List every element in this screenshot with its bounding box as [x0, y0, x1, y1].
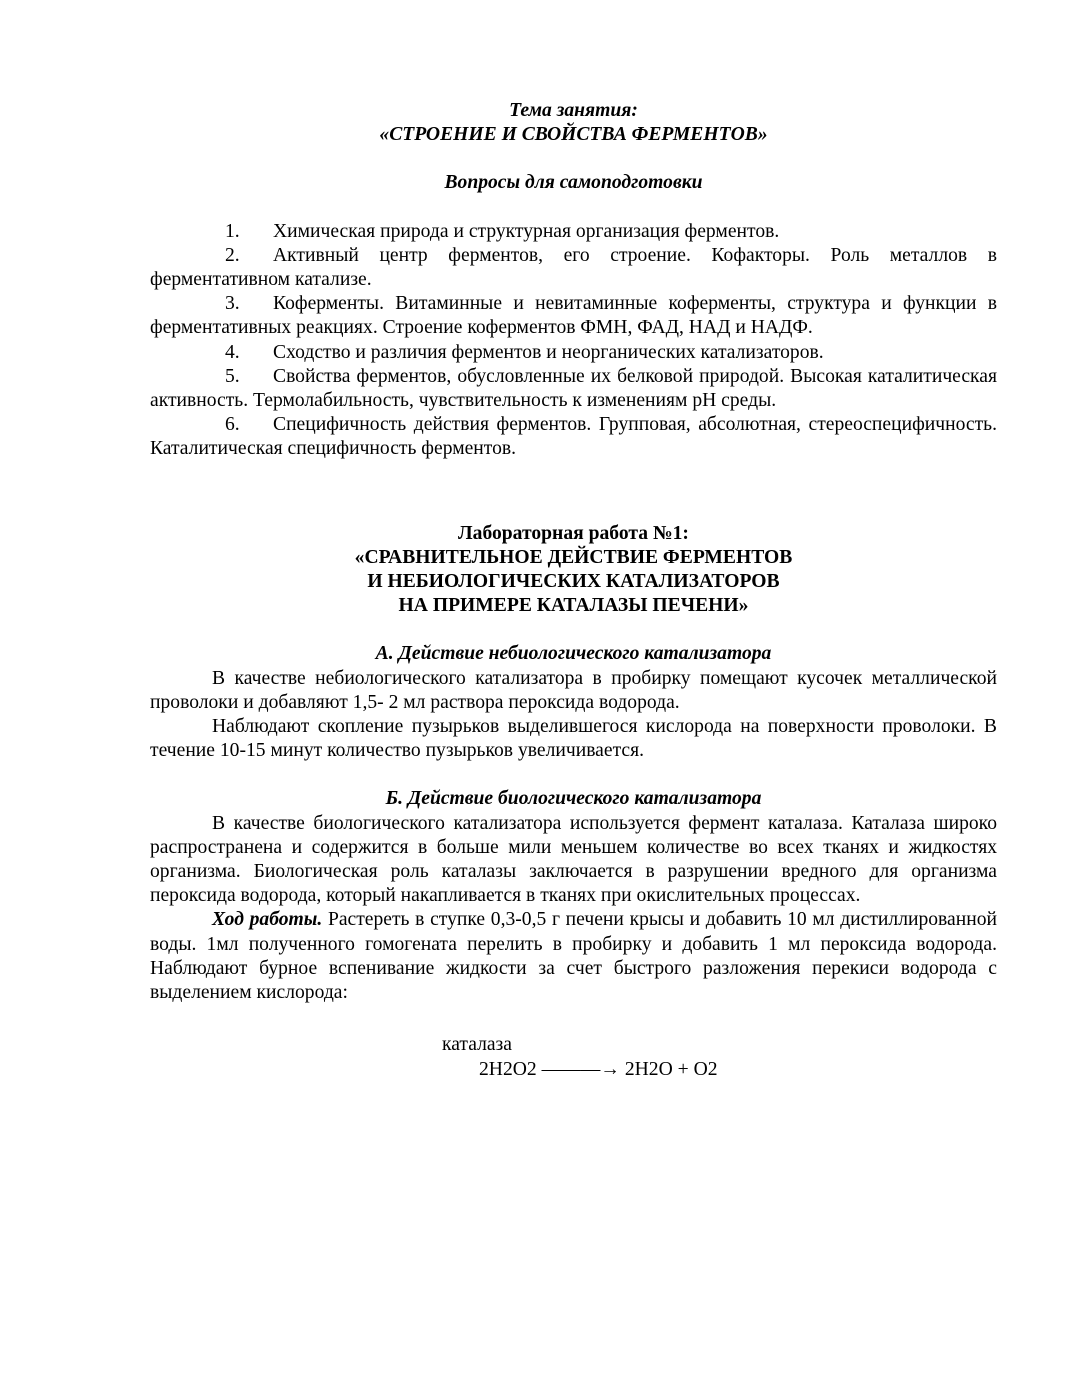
question-text: Специфичность действия ферментов. Групповая, абсолютная, стереоспецифичность. Каталитическая специфичность ферментов.	[150, 414, 997, 460]
lab-title-line3: И НЕБИОЛОГИЧЕСКИХ КАТАЛИЗАТОРОВ	[367, 571, 780, 593]
section-b-paragraph-1: В качестве биологического катализатора используется фермент каталаза. Каталаза широко распространена и содержится в больше мили меньшем количестве во всех тканях и жидкостях организма. Биологическая роль каталазы заключается в разрушении вредного для организма пероксида водорода, который накапливается в тканях при окислительных процессах.	[150, 812, 997, 907]
lab-title-line1: Лабораторная работа №1:	[458, 522, 689, 544]
questions-heading: Вопросы для самоподготовки	[444, 172, 703, 194]
question-number: 5.	[225, 365, 240, 387]
question-text: Химическая природа и структурная организация ферментов.	[273, 220, 780, 242]
question-text: Сходство и различия ферментов и неорганических катализаторов.	[273, 341, 824, 363]
procedure-paragraph	[150, 908, 997, 1005]
question-number: 4.	[225, 341, 240, 363]
question-item	[150, 413, 997, 461]
question-item	[150, 244, 997, 292]
section-a-paragraph-2: Наблюдают скопление пузырьков выделившегося кислорода на поверхности проволоки. В течение 10-15 минут количество пузырьков увеличивается.	[150, 716, 997, 762]
question-text: Активный центр ферментов, его строение. Кофакторы. Роль металлов в ферментативном катализе.	[150, 244, 997, 291]
question-number: 2.	[225, 244, 240, 266]
question-item	[150, 292, 997, 340]
question-item	[150, 365, 997, 413]
question-text: Свойства ферментов, обусловленные их белковой природой. Высокая каталитическая активность. Термолабильность, чувствительность к изменениям pH среды.	[150, 365, 997, 412]
question-number: 6.	[225, 414, 240, 436]
procedure-text: Растереть в ступке 0,3-0,5 г печени крысы и добавить 10 мл дистиллированной воды. 1мл полученного гомогената перелить в пробирку и добавить 1 мл пероксида водорода. Наблюдают бурное вспенивание жидкости за счет быстрого разложения перекиси водорода с выделением кислорода:	[150, 909, 997, 1004]
topic-label: Тема занятия:	[509, 100, 638, 121]
section-a-paragraph-1: В качестве небиологического катализатора в пробирку помещают кусочек металлической проволоки и добавляют 1,5- 2 мл раствора пероксида водорода.	[150, 667, 997, 713]
procedure-label: Ход работы.	[212, 909, 323, 931]
question-number: 1.	[225, 220, 240, 242]
document-content	[150, 99, 997, 1082]
topic-title: «СТРОЕНИЕ И СВОЙСТВА ФЕРМЕНТОВ»	[379, 124, 768, 146]
question-text: Коферменты. Витаминные и невитаминные коферменты, структура и функции в ферментативных реакциях. Строение коферментов ФМН, ФАД, НАД и НАДФ.	[150, 293, 997, 339]
equation-catalyst: каталаза	[442, 1034, 512, 1056]
question-item	[150, 220, 997, 244]
section-a-heading: А. Действие небиологического катализатора	[375, 643, 772, 665]
questions-list	[150, 220, 997, 462]
lab-title-line4: НА ПРИМЕРЕ КАТАЛАЗЫ ПЕЧЕНИ»	[398, 595, 749, 617]
equation-reaction: 2H2O2 ———→ 2H2O + O2	[479, 1058, 718, 1080]
section-b-heading: Б. Действие биологического катализатора	[385, 788, 762, 810]
lab-title-line2: «СРАВНИТЕЛЬНОЕ ДЕЙСТВИЕ ФЕРМЕНТОВ	[354, 546, 793, 568]
question-number: 3.	[225, 293, 240, 315]
question-item	[150, 341, 997, 365]
